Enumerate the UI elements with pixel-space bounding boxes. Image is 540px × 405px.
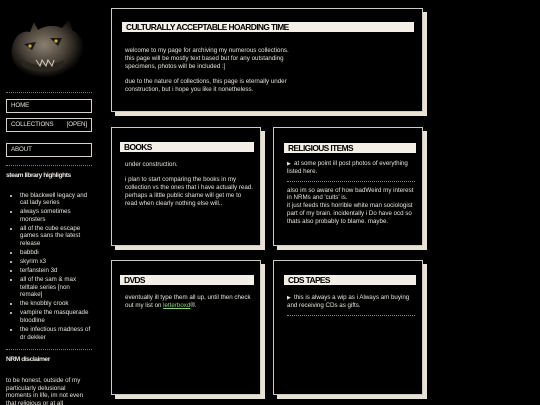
religious-panel bbox=[273, 127, 423, 246]
dvds-text-before: eventually ill type them all up, until then check out my list on bbox=[125, 294, 251, 309]
nrm-heading: NRM disclaimer bbox=[6, 356, 50, 364]
play-arrow-icon: ▶ bbox=[287, 161, 291, 167]
nrm-text: to be honest, outside of my particularly delusional moments in life, im not even that religious or at all bbox=[6, 376, 84, 405]
steam-item: • the blackwell legacy and cat lady series bbox=[20, 192, 92, 207]
divider bbox=[6, 92, 92, 93]
steam-item: • terfanstein 3d bbox=[20, 267, 92, 275]
welcome-p3: due to the nature of collections, this page is eternally under construction, but i hope you like it nonetheless. bbox=[125, 77, 287, 93]
divider bbox=[6, 349, 92, 350]
wolf-logo bbox=[6, 8, 88, 84]
steam-heading: steam library highlights bbox=[6, 172, 71, 179]
dvds-text-after: ®. bbox=[190, 301, 197, 309]
nav-home-label: HOME bbox=[11, 101, 30, 109]
steam-item: • vampire the masquerade bloodline bbox=[20, 309, 92, 324]
nav-collections-label: COLLECTIONS bbox=[11, 120, 54, 128]
religious-p1 bbox=[287, 160, 415, 176]
books-p2: i plan to start comparing the books in my collection vs the ones that i have actually read. bbox=[125, 176, 253, 191]
cds-title: CDS TAPES bbox=[282, 275, 416, 285]
steam-item: • all of the cube escape games sans the latest release bbox=[20, 225, 92, 248]
books-p1: under construction. bbox=[125, 161, 178, 168]
nav-home-button[interactable] bbox=[6, 99, 92, 113]
steam-list bbox=[6, 192, 92, 342]
cds-panel bbox=[273, 260, 423, 395]
nav-collections-state: [OPEN] bbox=[66, 120, 87, 128]
dvds-text bbox=[125, 294, 255, 310]
letterboxd-link[interactable]: letterboxd bbox=[163, 301, 191, 309]
books-body bbox=[125, 161, 255, 207]
welcome-title: CULTURALLY ACCEPTABLE HOARDING TIME bbox=[120, 22, 414, 32]
welcome-p1: welcome to my page for archiving my numerous collections. bbox=[125, 47, 289, 54]
cds-text-line bbox=[287, 294, 415, 310]
divider bbox=[6, 165, 92, 166]
religious-body bbox=[287, 160, 415, 225]
steam-item: • always sometimes monsters bbox=[20, 208, 92, 223]
steam-item: • babbdi bbox=[20, 249, 92, 257]
dvds-body bbox=[125, 294, 255, 310]
cds-text: this is always a wip as i Always am buying and receiving CDs as gifts. bbox=[287, 294, 410, 309]
books-title: BOOKS bbox=[118, 142, 254, 152]
religious-p3: it just feeds this horrible white man sociologist part of my brain. incidentally i Do have ocd so thats also probably to blame. maybe. bbox=[287, 202, 413, 225]
divider bbox=[287, 181, 415, 182]
play-arrow-icon: ▶ bbox=[287, 295, 291, 301]
books-p3: perhaps a little public shame will get me to read when clearly nothing else will.. bbox=[125, 191, 242, 207]
steam-item: • skyrim x3 bbox=[20, 258, 92, 266]
religious-p1-text: at some point ill post photos of everything listed here. bbox=[287, 160, 408, 175]
steam-item: • all of the sam & max telltale series [non remake] bbox=[20, 276, 92, 299]
nav-collections-button[interactable] bbox=[6, 118, 92, 132]
religious-title: RELIGIOUS ITEMS bbox=[282, 143, 416, 153]
sidebar bbox=[6, 8, 92, 405]
steam-item: • the knobbly crook bbox=[20, 300, 92, 308]
dvds-title: DVDS bbox=[118, 275, 254, 285]
steam-item: • the infectious madness of dr dekker bbox=[20, 326, 92, 341]
books-panel bbox=[111, 127, 261, 246]
welcome-panel bbox=[111, 8, 423, 112]
nav-about-button[interactable] bbox=[6, 143, 92, 157]
welcome-body bbox=[125, 47, 295, 93]
religious-p2: also im so aware of how badWeird my interest in NRMs and 'cults' is. bbox=[287, 186, 414, 202]
divider bbox=[287, 315, 415, 316]
dvds-panel bbox=[111, 260, 261, 395]
cds-body bbox=[287, 294, 415, 321]
welcome-p2: this page will be mostly text based but for any outstanding specimens, photos will be included :] bbox=[125, 54, 284, 70]
nav-about-label: ABOUT bbox=[11, 145, 32, 153]
